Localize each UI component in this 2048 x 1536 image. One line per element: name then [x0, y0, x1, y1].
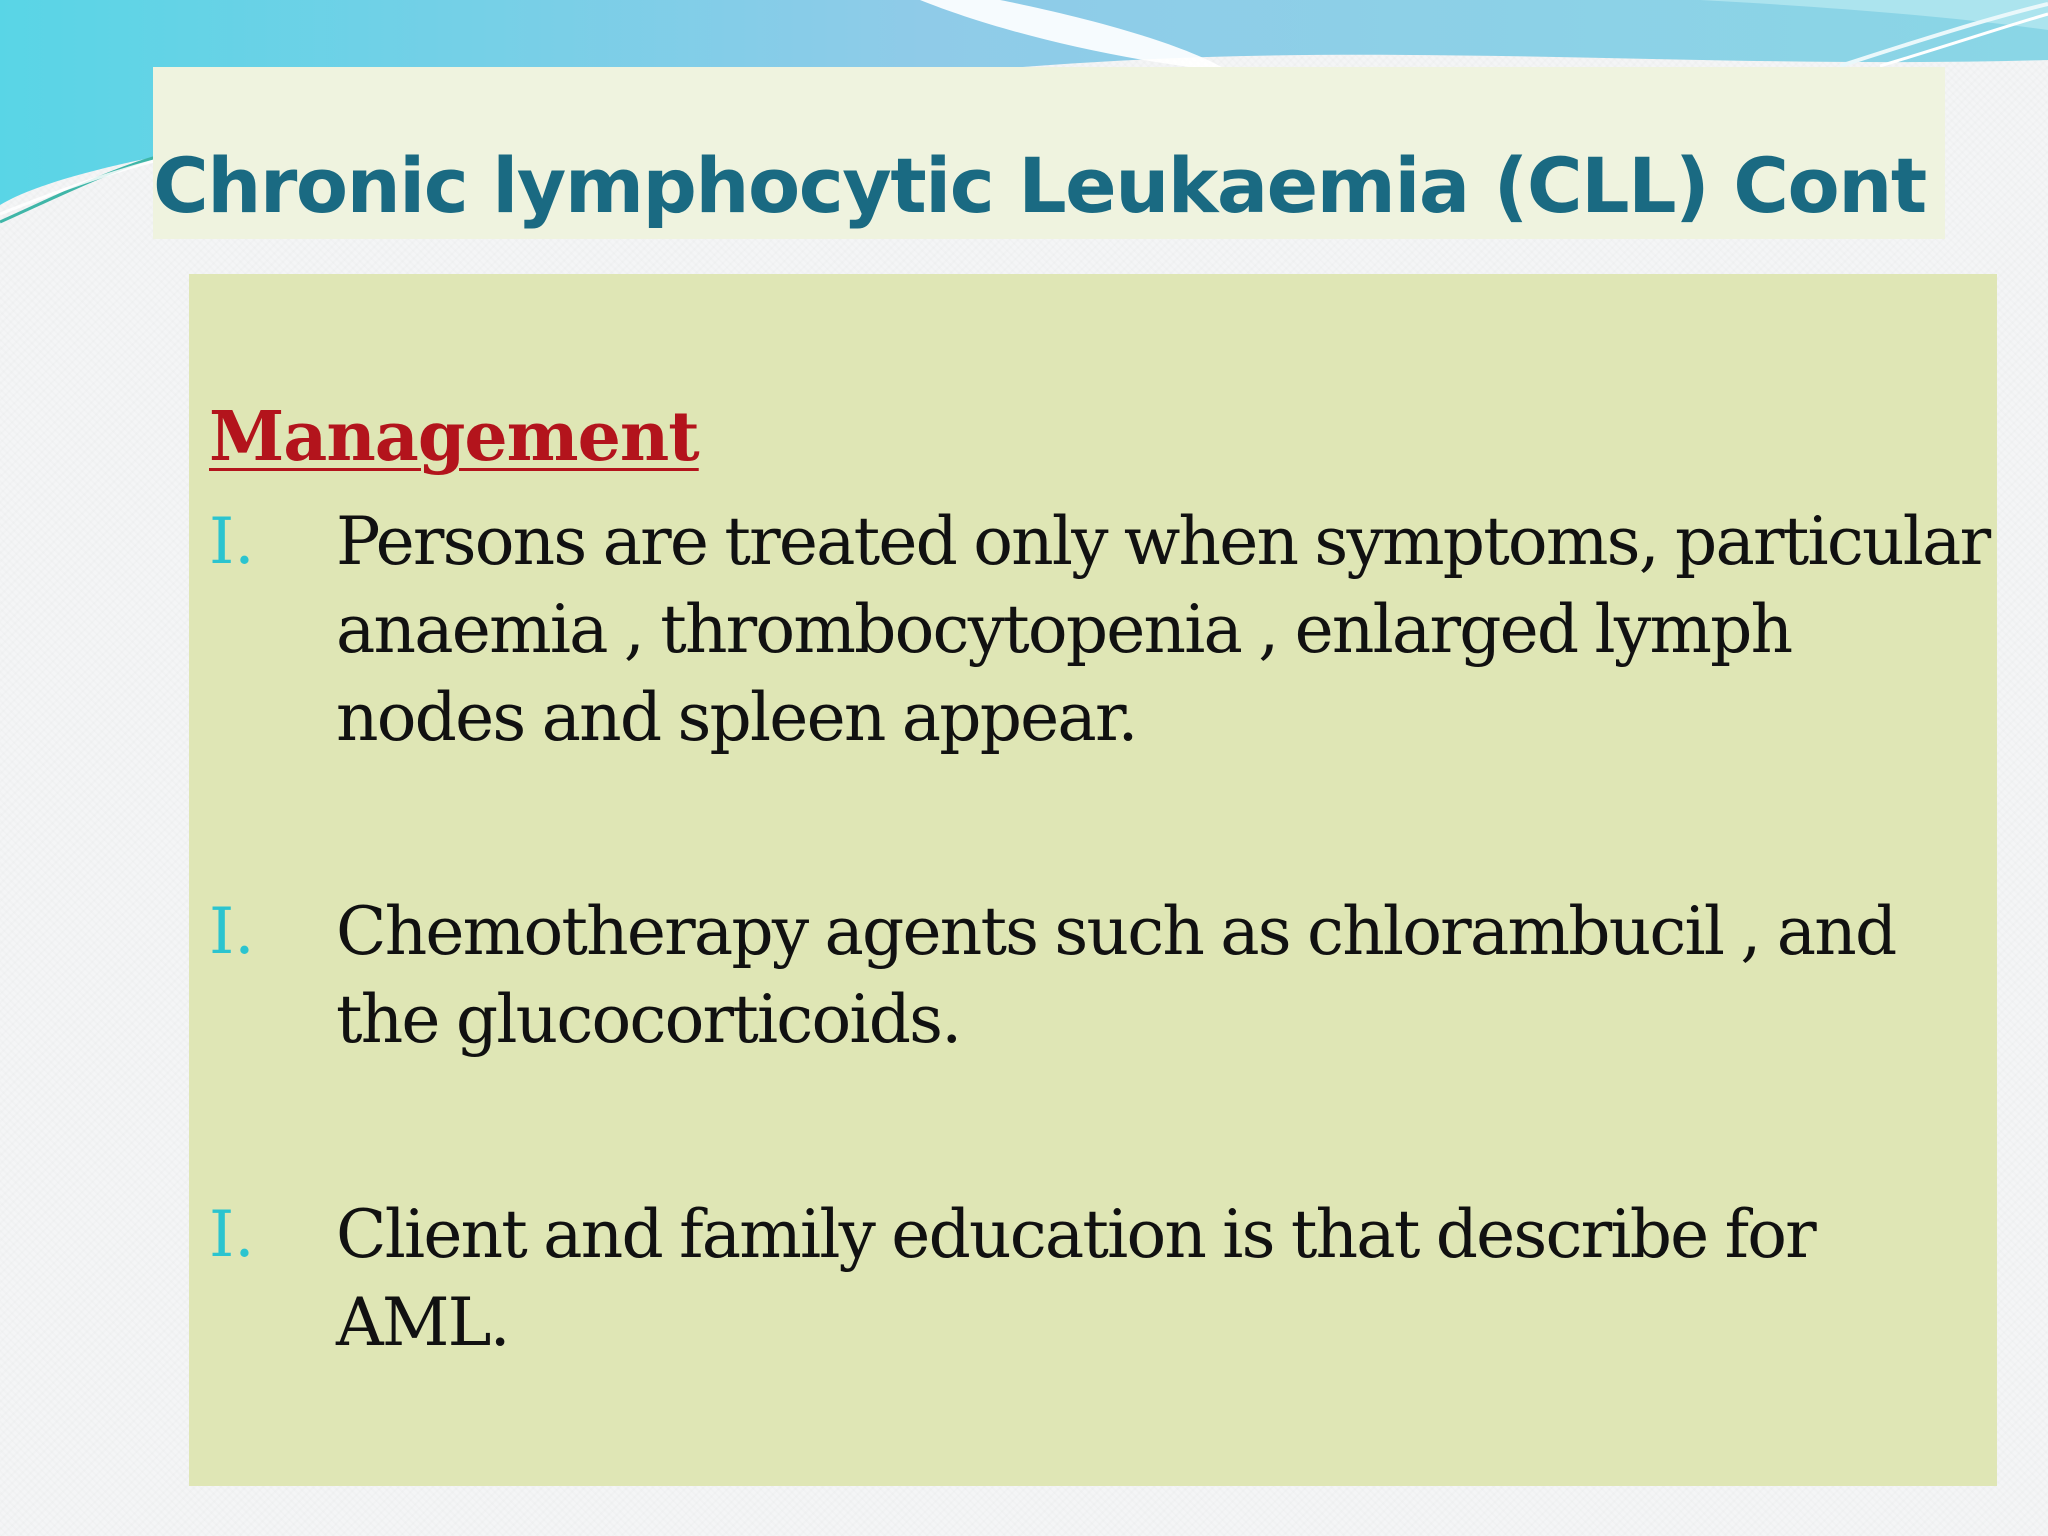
bullet-marker: I. — [209, 505, 255, 579]
bullet-text: Persons are treated only when symptoms, particular anaemia , thrombocytopenia , enlarged lymph nodes and spleen appear. — [336, 503, 1990, 756]
bullet-text: Client and family education is that describe for AML. — [336, 1196, 1815, 1361]
slide-title: Chronic lymphocytic Leukaemia (CLL) Cont — [153, 141, 1926, 230]
section-heading: Management — [209, 397, 699, 477]
bullet-marker: I. — [209, 1198, 255, 1272]
bullet-marker: I. — [209, 895, 255, 969]
bullet-text: Chemotherapy agents such as chlorambucil , and the glucocorticoids. — [336, 893, 1896, 1058]
